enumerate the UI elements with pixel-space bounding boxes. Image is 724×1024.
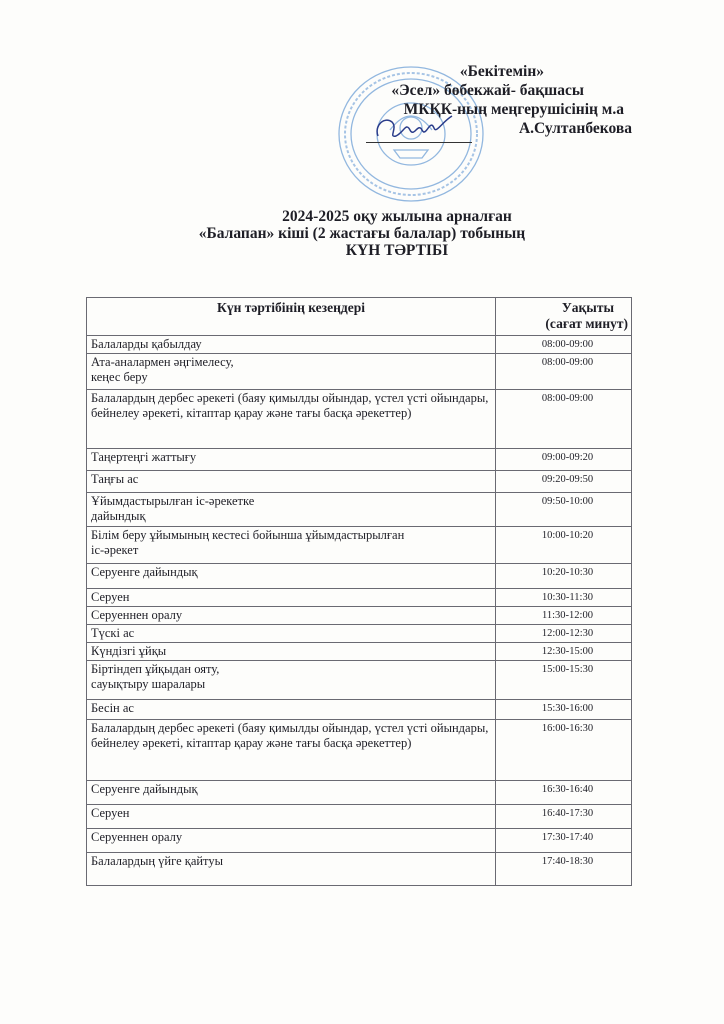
- table-row: [87, 390, 632, 449]
- activity-cell: Таңертеңгі жаттығу: [87, 449, 496, 471]
- activity-cell: Серуеннен оралу: [87, 607, 496, 625]
- table-row: [87, 354, 632, 390]
- table-row: [87, 781, 632, 805]
- time-cell: 09:20-09:50: [496, 471, 632, 493]
- activity-cell: Ұйымдастырылған іс-әрекетке дайындық: [87, 493, 496, 527]
- time-cell: 16:40-17:30: [496, 805, 632, 829]
- time-cell: 15:30-16:00: [496, 700, 632, 720]
- activity-cell: Ата-аналармен әңгімелесу, кеңес беру: [87, 354, 496, 390]
- table-row: [87, 564, 632, 589]
- table-header-row: [87, 298, 632, 336]
- activity-cell: Біртіндеп ұйқыдан ояту, сауықтыру шаралары: [87, 661, 496, 700]
- table-row: [87, 471, 632, 493]
- table-row: [87, 829, 632, 853]
- time-cell: 09:50-10:00: [496, 493, 632, 527]
- approval-name: А.Султанбекова: [518, 120, 632, 137]
- activity-cell: Бесін ас: [87, 700, 496, 720]
- time-cell: 08:00-09:00: [496, 354, 632, 390]
- activity-cell: Серуенге дайындық: [87, 564, 496, 589]
- time-cell: 12:00-12:30: [496, 625, 632, 643]
- table-row: [87, 643, 632, 661]
- time-cell: 16:30-16:40: [496, 781, 632, 805]
- document-title: [0, 208, 724, 259]
- activity-cell: Серуен: [87, 589, 496, 607]
- table-row: [87, 493, 632, 527]
- header-time: [496, 298, 632, 336]
- title-year: 2024-2025 оқу жылына арналған: [282, 208, 512, 225]
- header-activity: Күн тәртібінің кезеңдері: [87, 298, 496, 336]
- table-row: [87, 527, 632, 564]
- time-cell: 16:00-16:30: [496, 720, 632, 781]
- approval-organization: «Эсел» бөбекжай- бақшасы: [391, 82, 584, 99]
- time-cell: 08:00-09:00: [496, 390, 632, 449]
- activity-cell: Балалардың үйге қайтуы: [87, 853, 496, 886]
- approval-block: [332, 62, 632, 138]
- time-cell: 12:30-15:00: [496, 643, 632, 661]
- table-row: [87, 336, 632, 354]
- table-row: [87, 607, 632, 625]
- table-row: [87, 700, 632, 720]
- table-row: [87, 589, 632, 607]
- table-row: [87, 661, 632, 700]
- table-row: [87, 805, 632, 829]
- header-time-unit: (сағат минут): [545, 316, 628, 331]
- time-cell: 10:30-11:30: [496, 589, 632, 607]
- time-cell: 10:20-10:30: [496, 564, 632, 589]
- approval-heading: «Бекітемін»: [459, 63, 544, 80]
- header-time-label: Уақыты: [561, 300, 614, 315]
- title-main: КҮН ТӘРТІБІ: [345, 242, 449, 259]
- activity-cell: Балалардың дербес әрекеті (баяу қимылды ойындар, үстел үсті ойындары, бейнелеу әрекеті, кітаптар қарау және тағы басқа әрекеттер): [87, 720, 496, 781]
- time-cell: 15:00-15:30: [496, 661, 632, 700]
- activity-cell: Серуенге дайындық: [87, 781, 496, 805]
- activity-cell: Серуеннен оралу: [87, 829, 496, 853]
- schedule-rows: [87, 336, 632, 886]
- table-row: [87, 625, 632, 643]
- activity-cell: Білім беру ұйымының кестесі бойынша ұйымдастырылған іс-әрекет: [87, 527, 496, 564]
- time-cell: 10:00-10:20: [496, 527, 632, 564]
- activity-cell: Түскі ас: [87, 625, 496, 643]
- activity-cell: Таңғы ас: [87, 471, 496, 493]
- title-group: «Балапан» кіші (2 жастағы балалар) тобының: [198, 225, 526, 242]
- table-row: [87, 853, 632, 886]
- signature-line: [366, 142, 472, 143]
- time-cell: 09:00-09:20: [496, 449, 632, 471]
- time-cell: 17:40-18:30: [496, 853, 632, 886]
- activity-cell: Балалардың дербес әрекеті (баяу қимылды ойындар, үстел үсті ойындары, бейнелеу әрекеті, кітаптар қарау және тағы басқа әрекеттер): [87, 390, 496, 449]
- schedule-table: [86, 297, 632, 886]
- table-row: [87, 720, 632, 781]
- table-row: [87, 449, 632, 471]
- time-cell: 11:30-12:00: [496, 607, 632, 625]
- activity-cell: Серуен: [87, 805, 496, 829]
- activity-cell: Күндізгі ұйқы: [87, 643, 496, 661]
- approval-position: МКҚК-ның меңгерушісінің м.а: [403, 101, 624, 118]
- time-cell: 08:00-09:00: [496, 336, 632, 354]
- activity-cell: Балаларды қабылдау: [87, 336, 496, 354]
- time-cell: 17:30-17:40: [496, 829, 632, 853]
